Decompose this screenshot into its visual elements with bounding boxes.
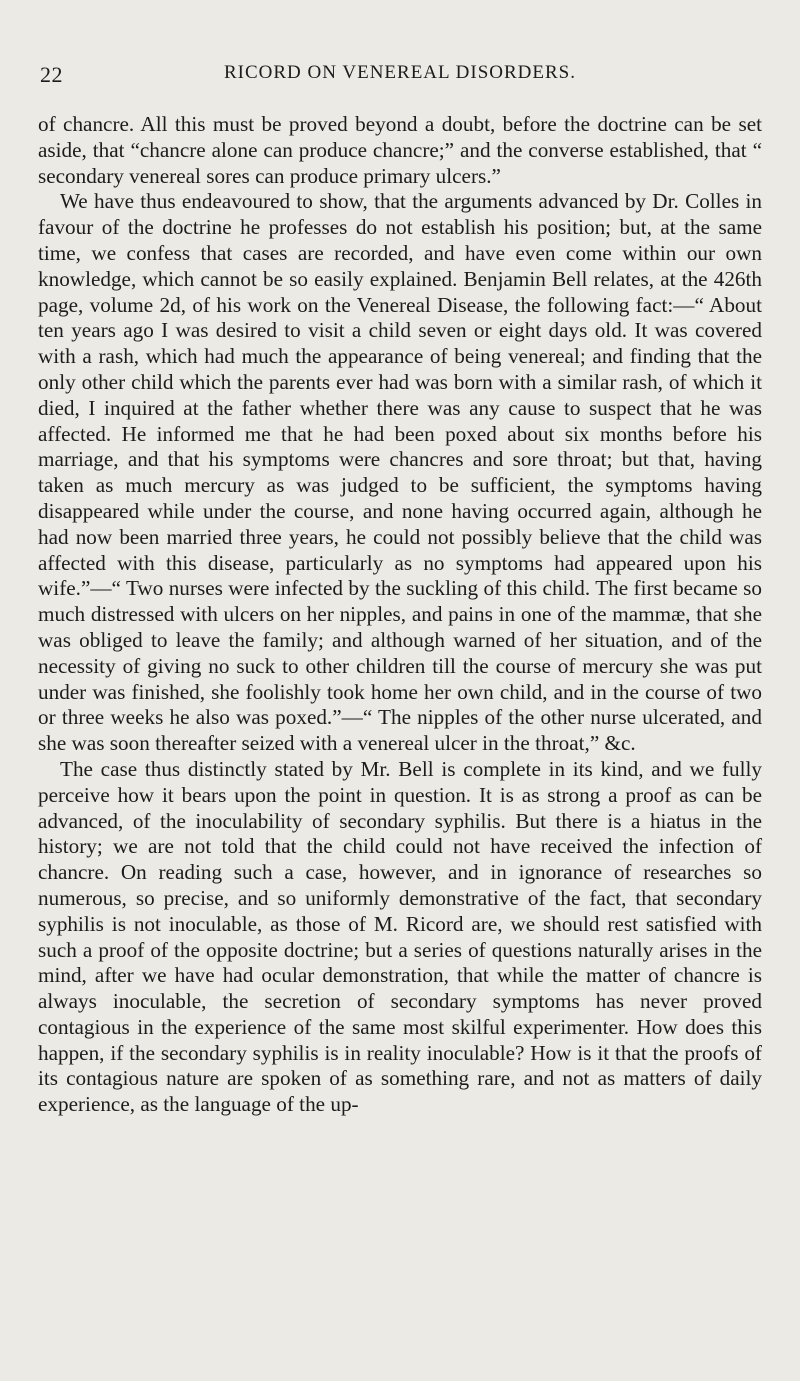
paragraph-case-analysis: The case thus distinctly stated by Mr. Bell is complete in its kind, and we fully perceive how it bears upon the point in question. It is as strong a proof as can be advanced, of the inoculability of secondary syphilis. But there is a hiatus in the history; we are not told that the child could not have received the infection of chancre. On reading such a case, however, and in ignorance of researches so numerous, so precise, and so uniformly demonstrative of the fact, that secondary syphilis is not inoculable, as those of M. Ricord are, we should rest satisfied with such a proof of the opposite doctrine; but a series of questions naturally arises in the mind, after we have had ocular demonstration, that while the matter of chancre is always inoculable, the secretion of secondary symptoms has never proved contagious in the experience of the same most skilful experimenter. How does this happen, if the secondary syphilis is in reality inoculable? How is it that the proofs of its contagious nature are spoken of as something rare, and not as matters of daily experience, as the language of the up- [38,756,762,1117]
page-number: 22 [40,62,63,87]
paragraph-continuation: of chancre. All this must be proved beyond a doubt, before the doctrine can be set aside, that “chancre alone can produce chancre;” and the converse established, that “ secondary venereal sores can produce primary ulcers.” [38,112,762,188]
running-title: RICORD ON VENEREAL DISORDERS. [223,62,577,83]
body-text [38,112,762,1118]
paragraph-bell-case: We have thus endeavoured to show, that the arguments advanced by Dr. Colles in favour of the doctrine he professes do not establish his position; but, at the same time, we confess that cases are recorded, and have even come within our own knowledge, which cannot be so easily explained. Benjamin Bell relates, at the 426th page, volume 2d, of his work on the Venereal Disease, the following fact:—“ About ten years ago I was desired to visit a child seven or eight days old. It was covered with a rash, which had much the appearance of being venereal; and finding that the only other child which the parents ever had was born with a similar rash, of which it died, I inquired at the father whether there was any cause to suspect that he was affected. He informed me that he had been poxed about six months before his marriage, and that his symptoms were chancres and sore throat; but that, having taken as much mercury as was judged to be sufficient, the symptoms having disappeared while under the course, and none having occurred again, although he had now been married three years, he could not possibly believe that the child was affected with this disease, particularly as no symptoms had appeared upon his wife.”—“ Two nurses were infected by the suckling of this child. The first became so much distressed with ulcers on her nipples, and pains in one of the mammæ, that she was obliged to leave the family; and although warned of her situation, and of the necessity of giving no suck to other children till the course of mercury she was put under was finished, she foolishly took home her own child, and in the course of two or three weeks he also was poxed.”—“ The nipples of the other nurse ulcerated, and she was soon thereafter seized with a venereal ulcer in the throat,” &c. [38,189,762,756]
